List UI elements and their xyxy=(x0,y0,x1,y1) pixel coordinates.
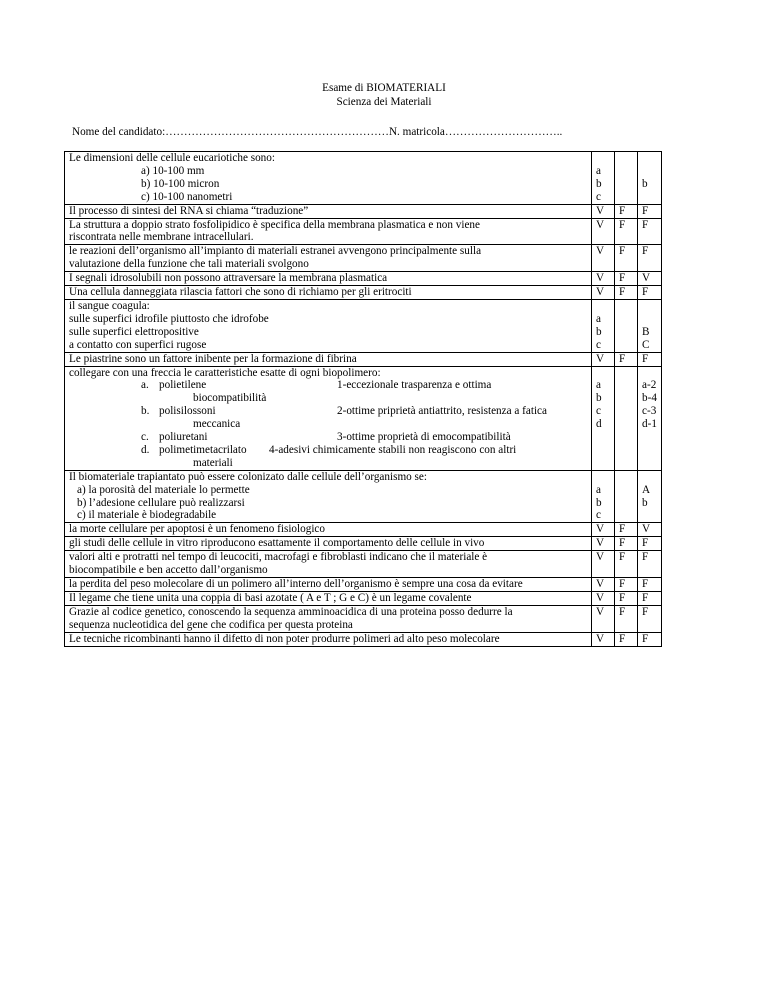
answer-mark: F xyxy=(642,551,649,564)
answer-mark: F xyxy=(619,204,626,217)
question-row xyxy=(65,578,662,592)
question-text xyxy=(65,523,592,537)
question-line: il sangue coagula: xyxy=(69,299,150,312)
question-text xyxy=(65,299,592,352)
exam-subtitle: Scienza dei Materiali xyxy=(336,96,432,108)
answer-column-1 xyxy=(592,352,615,366)
answer-mark: V xyxy=(642,272,651,285)
answer-column-2 xyxy=(615,591,638,605)
question-table xyxy=(64,151,662,647)
question-line: Una cellula danneggiata rilascia fattori che sono di richiamo per gli eritrociti xyxy=(69,286,412,299)
answer-mark: a xyxy=(596,312,601,325)
polymer-property: 2-ottime priprietà antiattrito, resistenza a fatica xyxy=(337,405,547,418)
question-line: valori alti e protratti nel tempo di leucociti, macrofagi e fibroblasti indicano che il materiale è xyxy=(69,551,488,564)
question-line: la morte cellulare per apoptosi è un fenomeno fisiologico xyxy=(69,523,325,536)
answer-mark: b xyxy=(596,496,602,509)
answer-mark xyxy=(619,471,637,484)
answer-column-1 xyxy=(592,605,615,632)
candidate-line: Nome del candidato:……………………………………………………N. matricola………………………….. xyxy=(72,126,563,138)
answer-column-1 xyxy=(592,591,615,605)
answer-option: c) il materiale è biodegradabile xyxy=(77,509,217,522)
polymer-property: 4-adesivi chimicamente stabili non reagiscono con altri xyxy=(269,443,517,456)
biopolymer-pair xyxy=(69,405,589,418)
answer-mark: c xyxy=(596,190,601,203)
answer-column-2 xyxy=(615,537,638,551)
biopolymer-pair xyxy=(69,431,589,444)
answer-column-1 xyxy=(592,272,615,286)
question-text xyxy=(65,537,592,551)
question-line: Le piastrine sono un fattore inibente per la formazione di fibrina xyxy=(69,352,357,365)
answer-column-3 xyxy=(638,470,662,523)
question-text xyxy=(65,286,592,300)
question-line: biocompatibile e ben accetto dall’organismo xyxy=(69,564,268,577)
polymer-property: 3-ottime proprietà di emocompatibilità xyxy=(337,431,511,444)
answer-option: c) 10-100 nanometri xyxy=(141,190,233,203)
question-line: Il legame che tiene unita una coppia di basi azotate ( A e T ; G e C) è un legame covalente xyxy=(69,591,472,604)
polymer-name: polisilossoni xyxy=(159,405,216,418)
answer-column-3 xyxy=(638,286,662,300)
answer-option: a) 10-100 mm xyxy=(141,164,205,177)
polymer-property: 1-eccezionale trasparenza e ottima xyxy=(337,379,492,392)
question-text xyxy=(65,152,592,205)
question-line: le reazioni dell’organismo all’impianto di materiali estranei avvengono principalmente sulla xyxy=(69,245,482,258)
answer-mark xyxy=(619,178,637,191)
question-text xyxy=(65,366,592,470)
question-line: sequenza nucleotidica del gene che codifica per questa proteina xyxy=(69,618,353,631)
answer-mark: c xyxy=(596,405,601,418)
question-text xyxy=(65,632,592,646)
answer-column-1 xyxy=(592,470,615,523)
question-line: La struttura a doppio strato fosfolipidico è specifica della membrana plasmatica e non viene xyxy=(69,218,480,231)
question-text xyxy=(65,218,592,245)
answer-column-1 xyxy=(592,632,615,646)
question-row xyxy=(65,605,662,632)
answer-mark: V xyxy=(596,537,605,550)
question-row xyxy=(65,537,662,551)
answer-mark: F xyxy=(619,218,626,231)
answer-column-3 xyxy=(638,245,662,272)
question-line: a contatto con superfici rugose xyxy=(69,338,207,351)
answer-column-2 xyxy=(615,352,638,366)
answer-column-2 xyxy=(615,286,638,300)
pair-label: c. xyxy=(141,431,149,444)
answer-column-3 xyxy=(638,218,662,245)
answer-column-3 xyxy=(638,551,662,578)
answer-mark xyxy=(596,471,614,484)
pair-label: a. xyxy=(141,379,149,392)
question-line: valutazione della funzione che tali materiali svolgono xyxy=(69,258,309,271)
answer-mark: V xyxy=(596,551,605,564)
answer-mark: F xyxy=(619,286,626,299)
answer-mark: d xyxy=(596,418,602,431)
answer-mark xyxy=(619,165,637,178)
answer-mark: F xyxy=(619,523,626,536)
answer-mark: V xyxy=(596,632,605,645)
answer-mark: a xyxy=(596,164,601,177)
question-line: Il biomateriale trapiantato può essere colonizato dalle cellule dell’organismo se: xyxy=(69,470,427,483)
answer-column-3 xyxy=(638,299,662,352)
answer-option: b) l’adesione cellulare può realizzarsi xyxy=(77,496,245,509)
question-row xyxy=(65,523,662,537)
answer-mark: F xyxy=(619,578,626,590)
answer-mark: V xyxy=(596,204,605,217)
polymer-name: poliuretani xyxy=(159,431,208,444)
answer-mark xyxy=(642,165,661,178)
exam-title: Esame di BIOMATERIALI xyxy=(322,82,446,94)
answer-column-2 xyxy=(615,366,638,470)
answer-mark: V xyxy=(596,605,605,618)
question-row xyxy=(65,551,662,578)
answer-column-1 xyxy=(592,551,615,578)
answer-mark: F xyxy=(619,537,626,550)
answer-mark: V xyxy=(596,523,605,536)
answer-mark: b xyxy=(596,177,602,190)
answer-mark: b xyxy=(642,496,648,509)
question-line: Le dimensioni delle cellule eucariotiche sono: xyxy=(69,152,275,164)
answer-mark: V xyxy=(596,578,605,590)
answer-mark xyxy=(642,152,661,165)
pair-label: b. xyxy=(141,405,150,418)
biopolymer-pair xyxy=(69,444,589,457)
question-text xyxy=(65,204,592,218)
answer-column-3 xyxy=(638,537,662,551)
question-text xyxy=(65,352,592,366)
question-row xyxy=(65,299,662,352)
answer-mark: F xyxy=(619,352,626,365)
answer-mark: A xyxy=(642,483,651,496)
answer-mark xyxy=(619,152,637,165)
answer-mark: F xyxy=(642,632,649,645)
question-row xyxy=(65,366,662,470)
answer-mark xyxy=(619,326,637,339)
answer-mark: F xyxy=(619,272,626,285)
answer-column-1 xyxy=(592,578,615,592)
answer-column-3 xyxy=(638,204,662,218)
answer-mark xyxy=(642,471,661,484)
answer-column-2 xyxy=(615,470,638,523)
answer-column-3 xyxy=(638,578,662,592)
answer-column-3 xyxy=(638,366,662,470)
question-line: Il processo di sintesi del RNA si chiama “traduzione” xyxy=(69,204,309,217)
answer-column-2 xyxy=(615,204,638,218)
answer-mark: F xyxy=(619,591,626,604)
question-line: Grazie al codice genetico, conoscendo la sequenza amminoacidica di una proteina posso dedurre la xyxy=(69,605,513,618)
question-row xyxy=(65,352,662,366)
answer-mark: F xyxy=(642,537,649,550)
answer-mark xyxy=(619,313,637,326)
answer-mark: F xyxy=(619,632,626,645)
pair-label: d. xyxy=(141,443,150,456)
biopolymer-pair xyxy=(69,379,589,392)
polymer-property-continued: materiali xyxy=(193,456,233,469)
answer-mark xyxy=(619,405,637,418)
answer-mark: V xyxy=(596,245,605,258)
answer-mark: a xyxy=(596,379,601,392)
answer-mark xyxy=(619,300,637,313)
answer-mark xyxy=(619,339,637,352)
answer-mark xyxy=(642,191,661,204)
answer-mark xyxy=(642,509,661,522)
answer-mark: a xyxy=(596,483,601,496)
answer-mark xyxy=(642,367,661,380)
question-row xyxy=(65,152,662,205)
answer-mark: B xyxy=(642,325,650,338)
answer-column-1 xyxy=(592,286,615,300)
answer-mark: b xyxy=(596,392,602,405)
answer-mark: V xyxy=(596,218,605,231)
answer-column-3 xyxy=(638,523,662,537)
answer-mark: V xyxy=(596,352,605,365)
question-line: sulle superfici idrofile piuttosto che idrofobe xyxy=(69,312,269,325)
answer-column-1 xyxy=(592,366,615,470)
answer-column-2 xyxy=(615,551,638,578)
question-text xyxy=(65,591,592,605)
question-line: sulle superfici elettropositive xyxy=(69,325,199,338)
question-text xyxy=(65,245,592,272)
answer-column-2 xyxy=(615,605,638,632)
question-row xyxy=(65,632,662,646)
answer-column-1 xyxy=(592,523,615,537)
answer-column-1 xyxy=(592,537,615,551)
answer-column-1 xyxy=(592,245,615,272)
question-line: riscontrata nelle membrane intracellulari. xyxy=(69,231,254,244)
answer-column-2 xyxy=(615,245,638,272)
polymer-property-continued: biocompatibilità xyxy=(193,392,267,405)
answer-column-1 xyxy=(592,152,615,205)
polymer-name: polimetimetacrilato xyxy=(159,443,247,456)
answer-column-1 xyxy=(592,204,615,218)
answer-mark xyxy=(619,392,637,405)
question-row xyxy=(65,272,662,286)
answer-column-2 xyxy=(615,632,638,646)
answer-option: a) la porosità del materiale lo permette xyxy=(77,483,250,496)
question-text xyxy=(65,605,592,632)
question-text xyxy=(65,578,592,592)
answer-mark xyxy=(619,509,637,522)
answer-mark: F xyxy=(642,204,649,217)
question-row xyxy=(65,245,662,272)
question-text xyxy=(65,470,592,523)
answer-mark: F xyxy=(619,245,626,258)
question-row xyxy=(65,470,662,523)
answer-column-2 xyxy=(615,523,638,537)
question-line: collegare con una freccia le caratteristiche esatte di ogni biopolimero: xyxy=(69,366,381,379)
answer-mark xyxy=(596,367,614,380)
answer-mark xyxy=(619,367,637,380)
question-text xyxy=(65,272,592,286)
answer-option: b) 10-100 micron xyxy=(141,177,220,190)
answer-mark xyxy=(619,497,637,510)
answer-mark: F xyxy=(642,218,649,231)
answer-mark: C xyxy=(642,338,650,351)
answer-column-3 xyxy=(638,605,662,632)
answer-mark: a-2 xyxy=(642,379,657,392)
answer-column-3 xyxy=(638,272,662,286)
answer-mark: V xyxy=(596,591,605,604)
answer-mark xyxy=(619,191,637,204)
answer-mark: F xyxy=(619,551,626,564)
answer-mark: b xyxy=(642,177,648,190)
answer-mark xyxy=(596,300,614,313)
answer-column-3 xyxy=(638,591,662,605)
question-line: Le tecniche ricombinanti hanno il difetto di non poter produrre polimeri ad alto peso molecolare xyxy=(69,632,500,645)
answer-mark: b xyxy=(596,325,602,338)
answer-mark: V xyxy=(642,523,651,536)
polymer-property-continued: meccanica xyxy=(193,418,241,431)
answer-mark: V xyxy=(596,286,605,299)
question-row xyxy=(65,204,662,218)
answer-mark: F xyxy=(642,578,649,590)
answer-mark: V xyxy=(596,272,605,285)
answer-column-2 xyxy=(615,218,638,245)
answer-mark: F xyxy=(642,352,649,365)
answer-mark xyxy=(642,300,661,313)
answer-mark xyxy=(619,379,637,392)
answer-column-2 xyxy=(615,152,638,205)
question-row xyxy=(65,218,662,245)
answer-column-3 xyxy=(638,352,662,366)
answer-column-2 xyxy=(615,578,638,592)
answer-mark xyxy=(619,484,637,497)
answer-column-1 xyxy=(592,299,615,352)
question-text xyxy=(65,551,592,578)
answer-mark: c xyxy=(596,338,601,351)
question-row xyxy=(65,286,662,300)
answer-column-2 xyxy=(615,272,638,286)
answer-mark xyxy=(642,313,661,326)
answer-mark: c xyxy=(596,509,601,522)
answer-mark: b-4 xyxy=(642,392,657,405)
answer-mark: F xyxy=(642,286,649,299)
answer-column-3 xyxy=(638,632,662,646)
answer-mark: F xyxy=(642,245,649,258)
answer-mark: c-3 xyxy=(642,405,657,418)
answer-mark: F xyxy=(642,591,649,604)
answer-column-3 xyxy=(638,152,662,205)
answer-mark xyxy=(619,418,637,431)
answer-mark: F xyxy=(619,605,626,618)
question-line: la perdita del peso molecolare di un polimero all’interno dell’organismo è sempre una cosa da evitare xyxy=(69,578,523,590)
answer-column-1 xyxy=(592,218,615,245)
question-line: I segnali idrosolubili non possono attraversare la membrana plasmatica xyxy=(69,272,388,285)
answer-mark: F xyxy=(642,605,649,618)
polymer-name: polietilene xyxy=(159,379,207,392)
question-line: gli studi delle cellule in vitro riproducono esattamente il comportamento delle cellule in vivo xyxy=(69,537,485,550)
answer-mark xyxy=(596,152,614,165)
answer-column-2 xyxy=(615,299,638,352)
answer-mark: d-1 xyxy=(642,418,657,431)
question-row xyxy=(65,591,662,605)
